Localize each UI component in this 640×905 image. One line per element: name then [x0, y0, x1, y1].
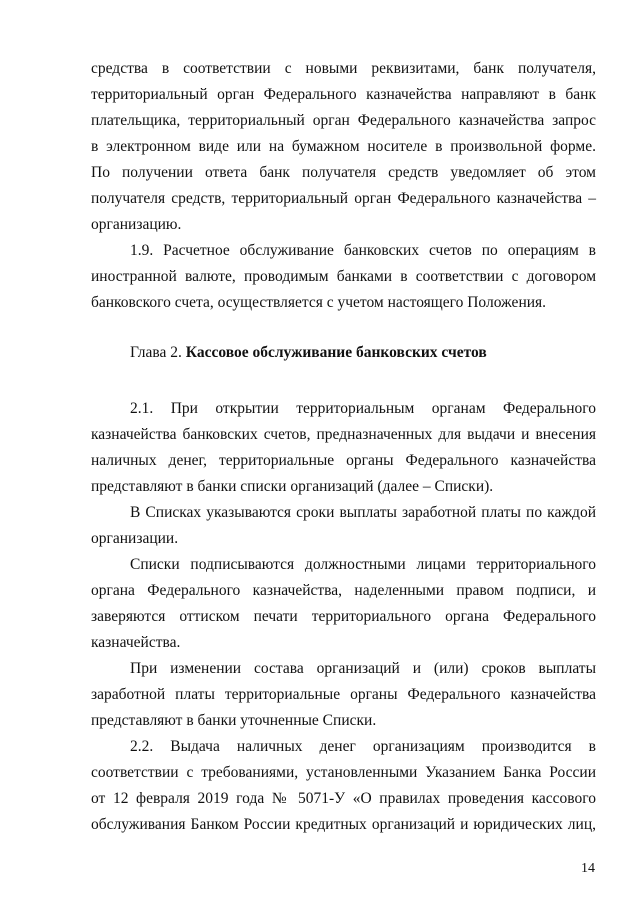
text-line: от 12 февраля 2019 года № 5071-У «О правилах проведения кассового: [91, 790, 596, 807]
text-line: органа Федерального казначейства, наделенными правом подписи, и: [91, 582, 596, 599]
text-line: 2.1. При открытии территориальным органам Федерального: [130, 400, 596, 417]
text-line: В Списках указываются сроки выплаты заработной платы по каждой: [130, 504, 596, 521]
text-line: организацию.: [91, 216, 182, 233]
text-line: территориальный орган Федерального казначейства направляют в банк: [91, 86, 596, 103]
text-line: 2.2. Выдача наличных денег организациям производится в: [130, 738, 596, 755]
page-number: 14: [581, 861, 595, 876]
text-line: представляют в банки списки организаций (далее – Списки).: [91, 478, 494, 495]
text-line: казначейства.: [91, 634, 181, 651]
text-line: соответствии с требованиями, установленными Указанием Банка России: [91, 764, 596, 781]
chapter-heading-prefix: Глава 2.: [130, 344, 182, 361]
text-line: средства в соответствии с новыми реквизитами, банк получателя,: [91, 60, 596, 77]
text-line: получателя средств, территориальный орган Федерального казначейства –: [91, 190, 596, 207]
text-line: По получении ответа банк получателя средств уведомляет об этом: [91, 164, 596, 181]
text-line: обслуживания Банком России кредитных организаций и юридических лиц,: [91, 816, 596, 833]
text-line: иностранной валюте, проводимым банками в соответствии с договором: [91, 268, 596, 285]
text-line: организации.: [91, 530, 179, 547]
text-line: плательщика, территориальный орган Федерального казначейства запрос: [91, 112, 596, 129]
text-line: представляют в банки уточненные Списки.: [91, 712, 377, 729]
chapter-heading-title: Кассовое обслуживание банковских счетов: [185, 344, 487, 361]
text-line: Списки подписываются должностными лицами территориального: [130, 556, 596, 573]
text-line: в электронном виде или на бумажном носителе в произвольной форме.: [91, 138, 596, 155]
text-line: заверяются оттиском печати территориального органа Федерального: [91, 608, 596, 625]
chapter-heading: [130, 342, 487, 364]
text-line: При изменении состава организаций и (или) сроков выплаты: [130, 660, 596, 677]
text-line: наличных денег, территориальные органы Федерального казначейства: [91, 452, 596, 469]
text-line: заработной платы территориальные органы Федерального казначейства: [91, 686, 596, 703]
text-line: 1.9. Расчетное обслуживание банковских счетов по операциям в: [130, 242, 596, 259]
text-line: казначейства банковских счетов, предназначенных для выдачи и внесения: [91, 426, 596, 443]
text-line: банковского счета, осуществляется с учетом настоящего Положения.: [91, 294, 547, 311]
